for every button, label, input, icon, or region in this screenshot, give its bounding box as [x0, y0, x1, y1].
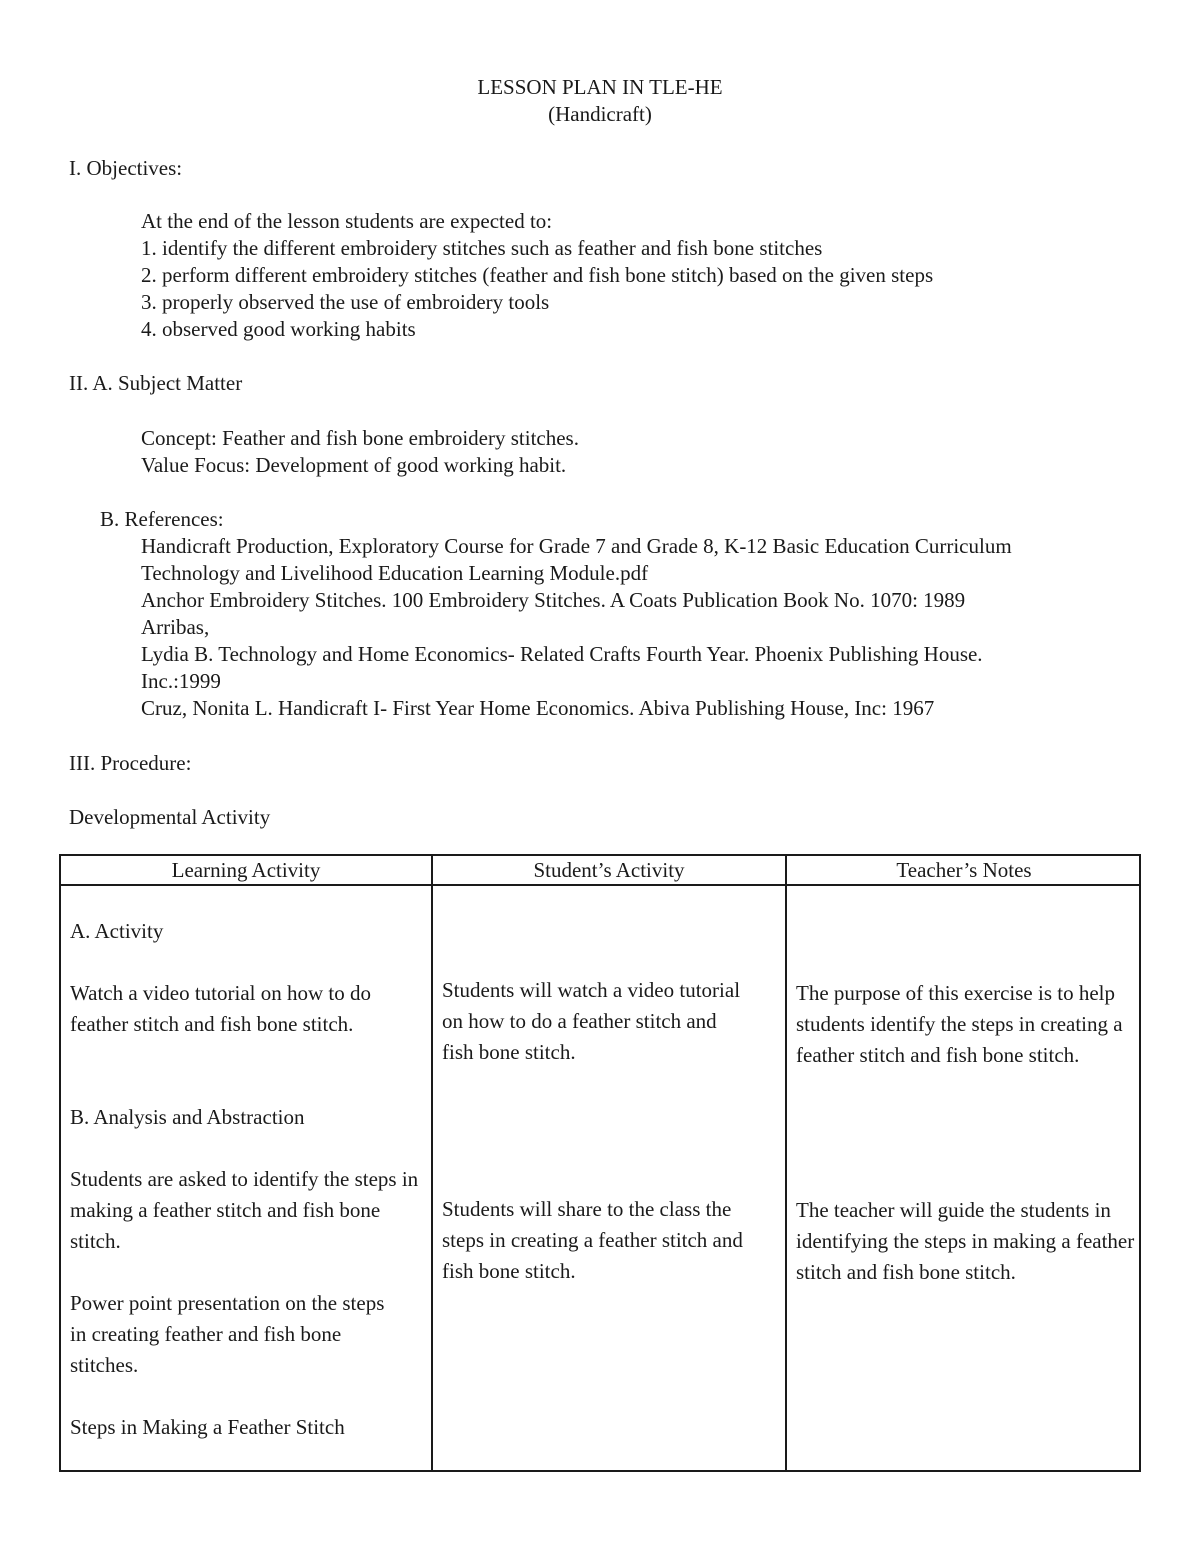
header-divider [61, 884, 1139, 886]
table-header-students-activity: Student’s Activity [533, 858, 685, 882]
activity-heading: A. Activity [70, 919, 164, 943]
powerpoint-text: Power point presentation on the steps in creating feather and fish bone stitches. [70, 1291, 385, 1377]
references-heading: B. References: [100, 507, 224, 531]
reference-line: Anchor Embroidery Stitches. 100 Embroidery Stitches. A Coats Publication Book No. 1070: 1989 [141, 588, 966, 612]
subject-matter-heading: II. A. Subject Matter [69, 371, 243, 395]
teacher-activity-note: The purpose of this exercise is to help students identify the steps in creating a feather stitch and fish bone stitch. [796, 981, 1123, 1067]
student-analysis-text: Students will share to the class the steps in creating a feather stitch and fish bone stitch. [442, 1197, 743, 1283]
steps-heading: Steps in Making a Feather Stitch [70, 1415, 345, 1439]
teacher-analysis-note: The teacher will guide the students in identifying the steps in making a feather stitch and fish bone stitch. [796, 1198, 1135, 1284]
reference-line: Lydia B. Technology and Home Economics- Related Crafts Fourth Year. Phoenix Publishing House. [141, 642, 983, 666]
activity-text: Watch a video tutorial on how to do feather stitch and fish bone stitch. [70, 981, 371, 1036]
procedure-heading: III. Procedure: [69, 751, 192, 775]
column-divider [431, 856, 433, 1470]
objective-item: 4. observed good working habits [141, 317, 416, 341]
document-title: LESSON PLAN IN TLE-HE [477, 75, 723, 99]
reference-line: Cruz, Nonita L. Handicraft I- First Year Home Economics. Abiva Publishing House, Inc: 1967 [141, 696, 935, 720]
analysis-heading: B. Analysis and Abstraction [70, 1105, 305, 1129]
objective-item: 1. identify the different embroidery stitches such as feather and fish bone stitches [141, 236, 823, 260]
table-header-teachers-notes: Teacher’s Notes [896, 858, 1032, 882]
reference-line: Arribas, [141, 615, 210, 639]
developmental-activity-table [59, 854, 1141, 1472]
analysis-text: Students are asked to identify the steps in making a feather stitch and fish bone stitch. [70, 1167, 419, 1253]
objective-item: 3. properly observed the use of embroidery tools [141, 290, 550, 314]
student-activity-text: Students will watch a video tutorial on how to do a feather stitch and fish bone stitch. [442, 978, 741, 1064]
subject-value-focus: Value Focus: Development of good working habit. [141, 453, 567, 477]
objective-item: 2. perform different embroidery stitches (feather and fish bone stitch) based on the given steps [141, 263, 934, 287]
developmental-activity-heading: Developmental Activity [69, 805, 271, 829]
subject-concept: Concept: Feather and fish bone embroidery stitches. [141, 426, 579, 450]
document-subtitle: (Handicraft) [548, 102, 652, 126]
column-divider [785, 856, 787, 1470]
table-header-learning-activity: Learning Activity [171, 858, 321, 882]
reference-line: Inc.:1999 [141, 669, 221, 693]
reference-line: Technology and Livelihood Education Learning Module.pdf [141, 561, 649, 585]
reference-line: Handicraft Production, Exploratory Course for Grade 7 and Grade 8, K-12 Basic Education Curriculum [141, 534, 1012, 558]
objectives-intro: At the end of the lesson students are expected to: [141, 209, 553, 233]
objectives-heading: I. Objectives: [69, 156, 183, 180]
